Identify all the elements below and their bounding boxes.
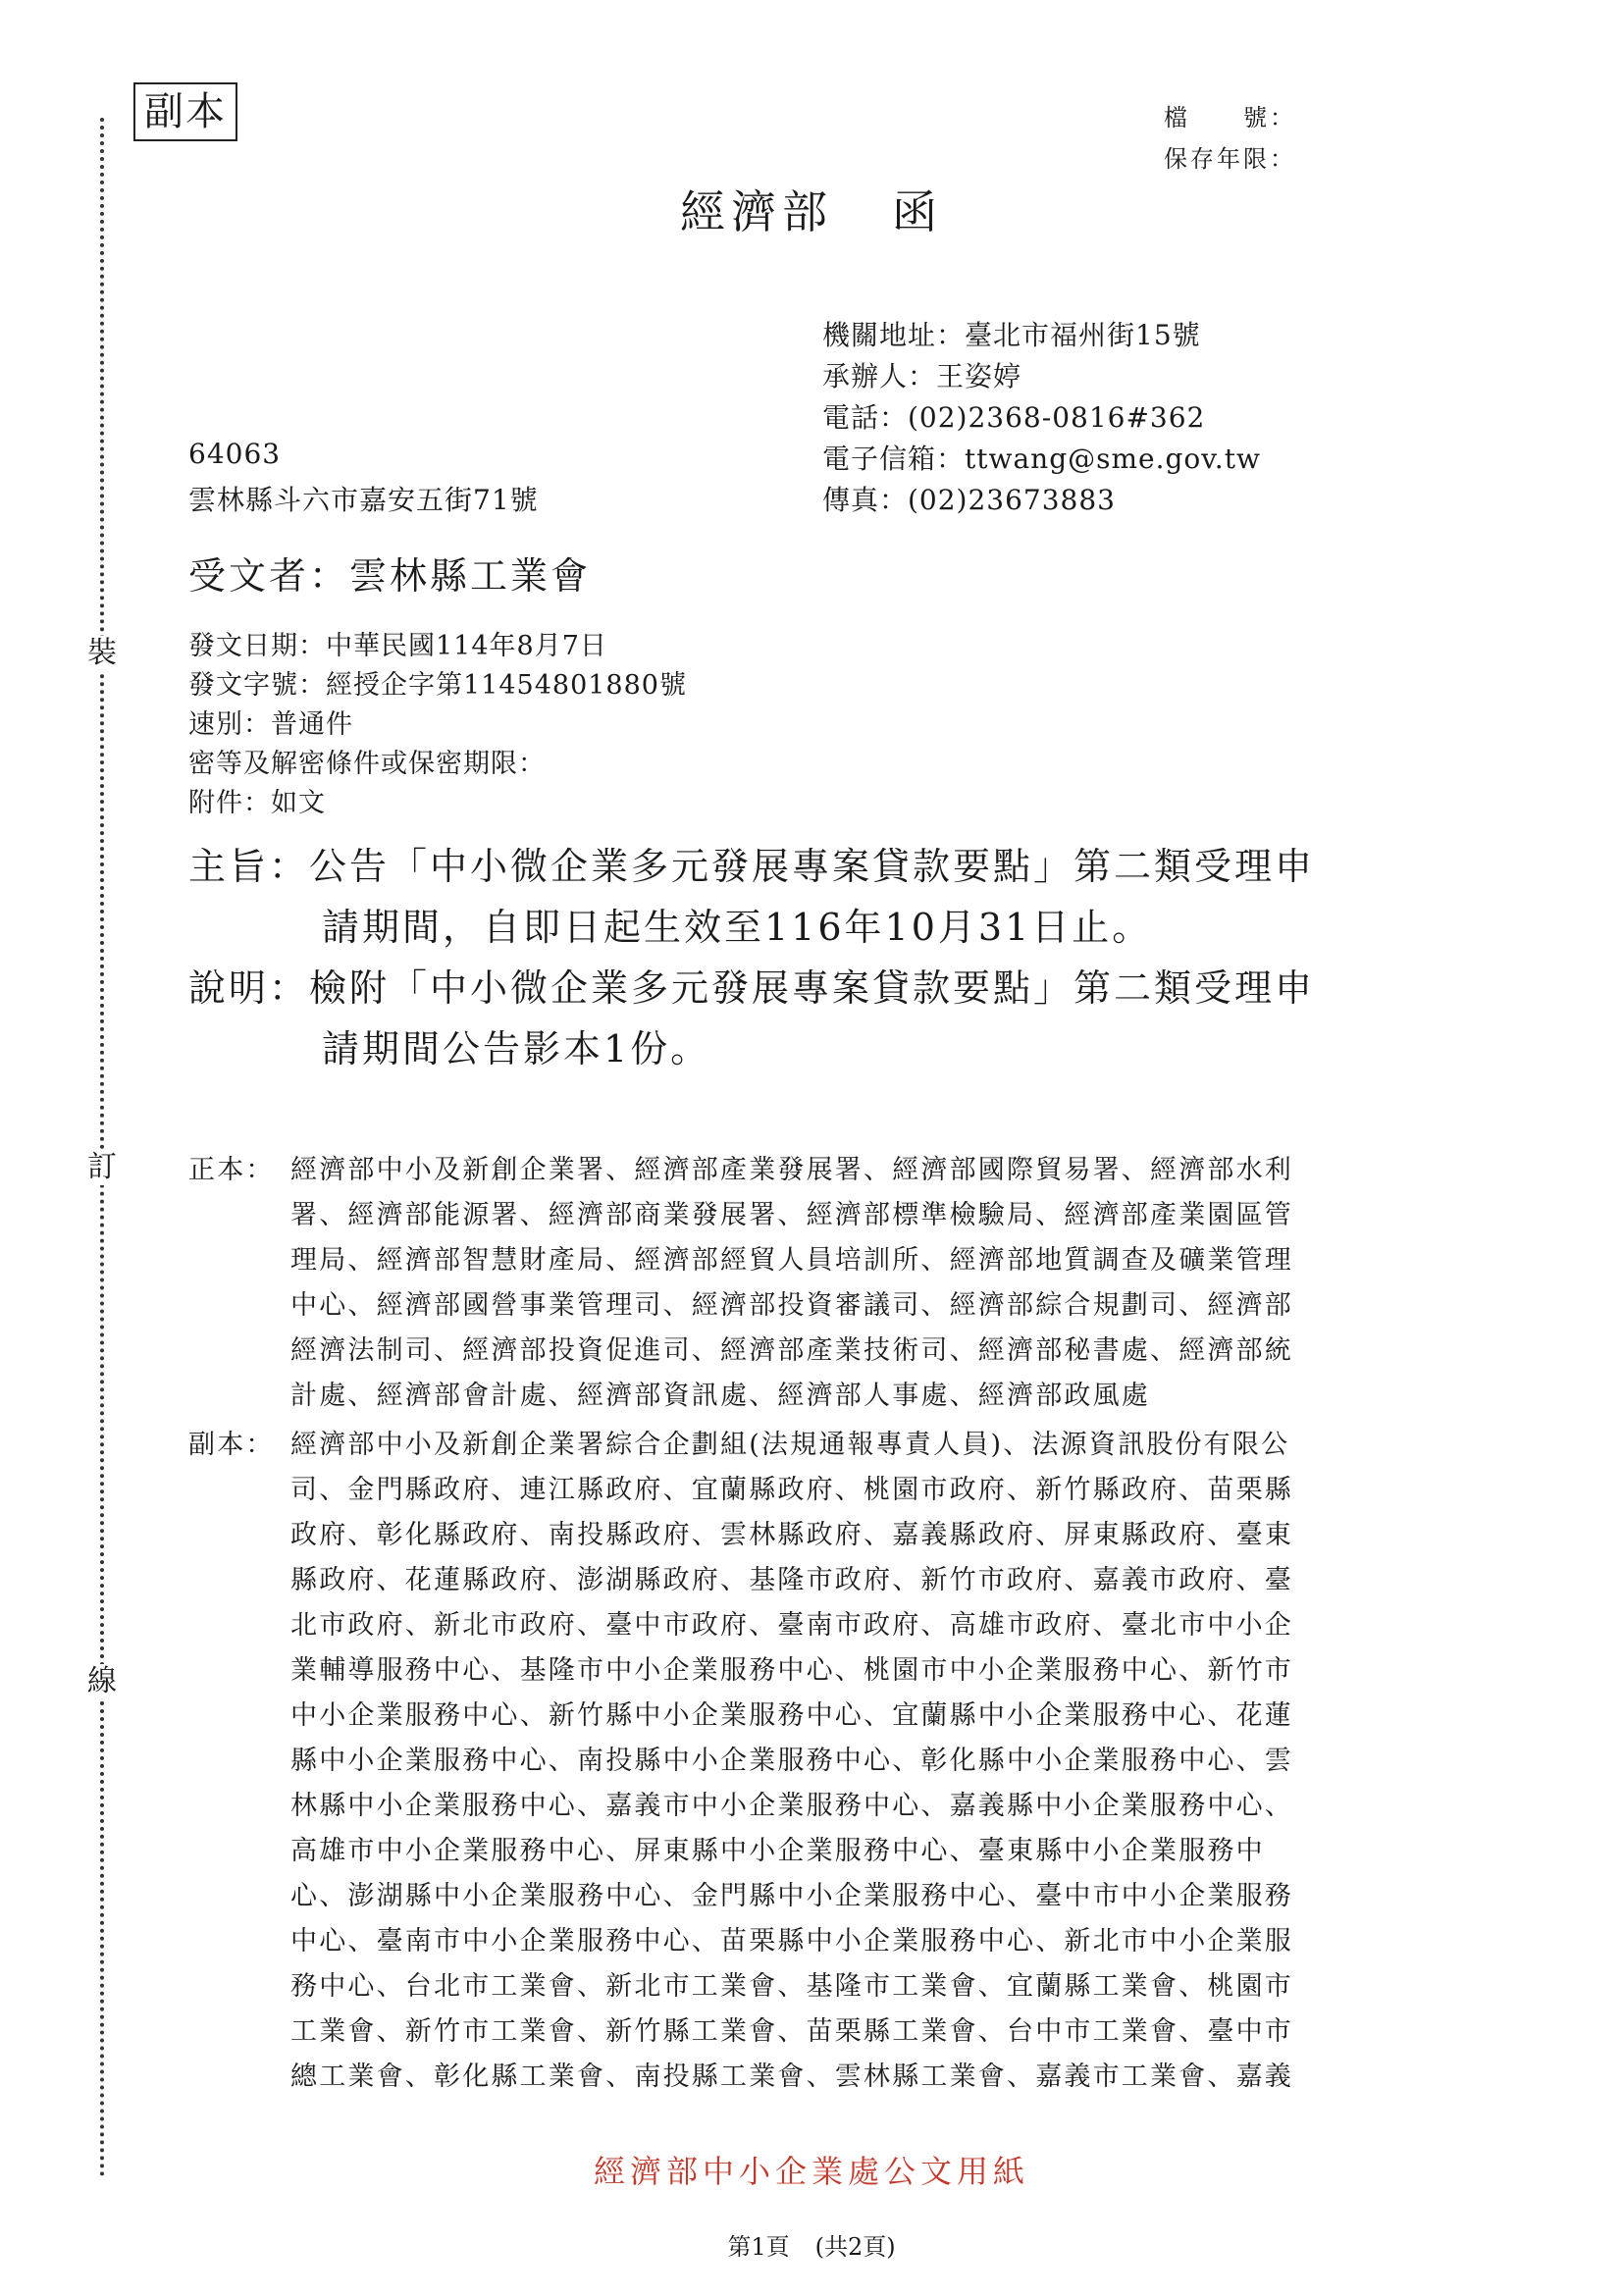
fax-number: 傳真：(02)23673883 xyxy=(822,484,1116,516)
total-pages: (共2頁) xyxy=(814,2233,896,2261)
binding-mark-zhuang: 裝 xyxy=(84,636,120,671)
attachment: 附件：如文 xyxy=(188,788,326,818)
copy-recipients-line: 中心、臺南市中小企業服務中心、苗栗縣中小企業服務中心、新北市中小企業服 xyxy=(290,1926,1293,1957)
phone-number: 電話：(02)2368-0816#362 xyxy=(822,401,1206,434)
original-recipients-label: 正本： xyxy=(188,1155,275,1185)
subject-line-1: 主旨：公告「中小微企業多元發展專案貸款要點」第二類受理申 xyxy=(188,845,1316,888)
binding-mark-ding: 訂 xyxy=(84,1150,120,1185)
document-number: 發文字號：經授企字第11454801880號 xyxy=(188,670,687,701)
copy-recipients-line: 工業會、新竹市工業會、新竹縣工業會、苗栗縣工業會、台中市工業會、臺中市 xyxy=(290,2016,1293,2047)
copy-stamp: 副本 xyxy=(133,82,237,141)
original-recipients-line: 計處、經濟部會計處、經濟部資訊處、經濟部人事處、經濟部政風處 xyxy=(290,1381,1150,1411)
original-recipients-line: 經濟法制司、經濟部投資促進司、經濟部產業技術司、經濟部秘書處、經濟部統 xyxy=(290,1335,1293,1366)
copy-recipients-line: 高雄市中小企業服務中心、屏東縣中小企業服務中心、臺東縣中小企業服務中 xyxy=(290,1836,1265,1866)
copy-recipients-line: 心、澎湖縣中小企業服務中心、金門縣中小企業服務中心、臺中市中小企業服務 xyxy=(290,1881,1293,1911)
original-recipients-line: 經濟部中小及新創企業署、經濟部產業發展署、經濟部國際貿易署、經濟部水利 xyxy=(290,1155,1293,1185)
copy-recipients-label: 副本： xyxy=(188,1430,275,1460)
binding-mark-xian: 線 xyxy=(84,1664,120,1699)
copy-recipients-line: 司、金門縣政府、連江縣政府、宜蘭縣政府、桃園市政府、新竹縣政府、苗栗縣 xyxy=(290,1475,1293,1505)
classification: 密等及解密條件或保密期限： xyxy=(188,749,546,779)
page-number xyxy=(0,2227,1623,2262)
copy-recipients-line: 縣政府、花蓮縣政府、澎湖縣政府、基隆市政府、新竹市政府、嘉義市政府、臺 xyxy=(290,1565,1293,1595)
handler-name: 承辦人：王姿婷 xyxy=(822,360,1022,392)
binding-line xyxy=(100,118,104,2178)
retention-period-label: 保存年限： xyxy=(1164,145,1296,173)
sender-address: 機關地址：臺北市福州街15號 xyxy=(822,319,1201,351)
recipient-street-address: 雲林縣斗六市嘉安五街71號 xyxy=(188,484,539,516)
copy-recipients-line: 總工業會、彰化縣工業會、南投縣工業會、雲林縣工業會、嘉義市工業會、嘉義 xyxy=(290,2061,1293,2092)
file-number-label: 檔 號： xyxy=(1164,104,1296,131)
subject-line-2: 請期間，自即日起生效至116年10月31日止。 xyxy=(322,906,1153,949)
original-recipients-line: 署、經濟部能源署、經濟部商業發展署、經濟部標準檢驗局、經濟部產業園區管 xyxy=(290,1200,1293,1230)
issue-date: 發文日期：中華民國114年8月7日 xyxy=(188,631,607,661)
copy-recipients-line: 經濟部中小及新創企業署綜合企劃組(法規通報專責人員)、法源資訊股份有限公 xyxy=(290,1430,1290,1460)
current-page: 第1頁 xyxy=(727,2233,790,2261)
copy-recipients-line: 政府、彰化縣政府、南投縣政府、雲林縣政府、嘉義縣政府、屏東縣政府、臺東 xyxy=(290,1520,1293,1550)
copy-recipients-line: 北市政府、新北市政府、臺中市政府、臺南市政府、高雄市政府、臺北市中小企 xyxy=(290,1610,1293,1641)
delivery-speed: 速別：普通件 xyxy=(188,709,353,740)
copy-recipients-line: 務中心、台北市工業會、新北市工業會、基隆市工業會、宜蘭縣工業會、桃園市 xyxy=(290,1971,1293,2002)
copy-recipients-line: 中小企業服務中心、新竹縣中小企業服務中心、宜蘭縣中小企業服務中心、花蓮 xyxy=(290,1700,1293,1731)
email-address: 電子信箱：ttwang@sme.gov.tw xyxy=(822,443,1261,475)
official-paper-label: 經濟部中小企業處公文用紙 xyxy=(593,2153,1029,2190)
original-recipients-line: 中心、經濟部國營事業管理司、經濟部投資審議司、經濟部綜合規劃司、經濟部 xyxy=(290,1290,1293,1321)
copy-recipients-line: 縣中小企業服務中心、南投縣中小企業服務中心、彰化縣中小企業服務中心、雲 xyxy=(290,1746,1293,1776)
original-recipients-line: 理局、經濟部智慧財產局、經濟部經貿人員培訓所、經濟部地質調查及礦業管理 xyxy=(290,1245,1293,1276)
agency-name: 經濟部 xyxy=(680,185,833,238)
document-title xyxy=(0,177,1623,241)
copy-recipients-line: 業輔導服務中心、基隆市中小企業服務中心、桃園市中小企業服務中心、新竹市 xyxy=(290,1655,1293,1686)
explanation-line-1: 說明：檢附「中小微企業多元發展專案貸款要點」第二類受理申 xyxy=(188,966,1316,1010)
explanation-line-2: 請期間公告影本1份。 xyxy=(322,1027,711,1070)
copy-recipients-line: 林縣中小企業服務中心、嘉義市中小企業服務中心、嘉義縣中小企業服務中心、 xyxy=(290,1791,1293,1821)
recipient-postal-code: 64063 xyxy=(188,438,282,470)
document-type: 函 xyxy=(892,185,943,238)
recipient: 受文者：雲林縣工業會 xyxy=(188,554,592,598)
